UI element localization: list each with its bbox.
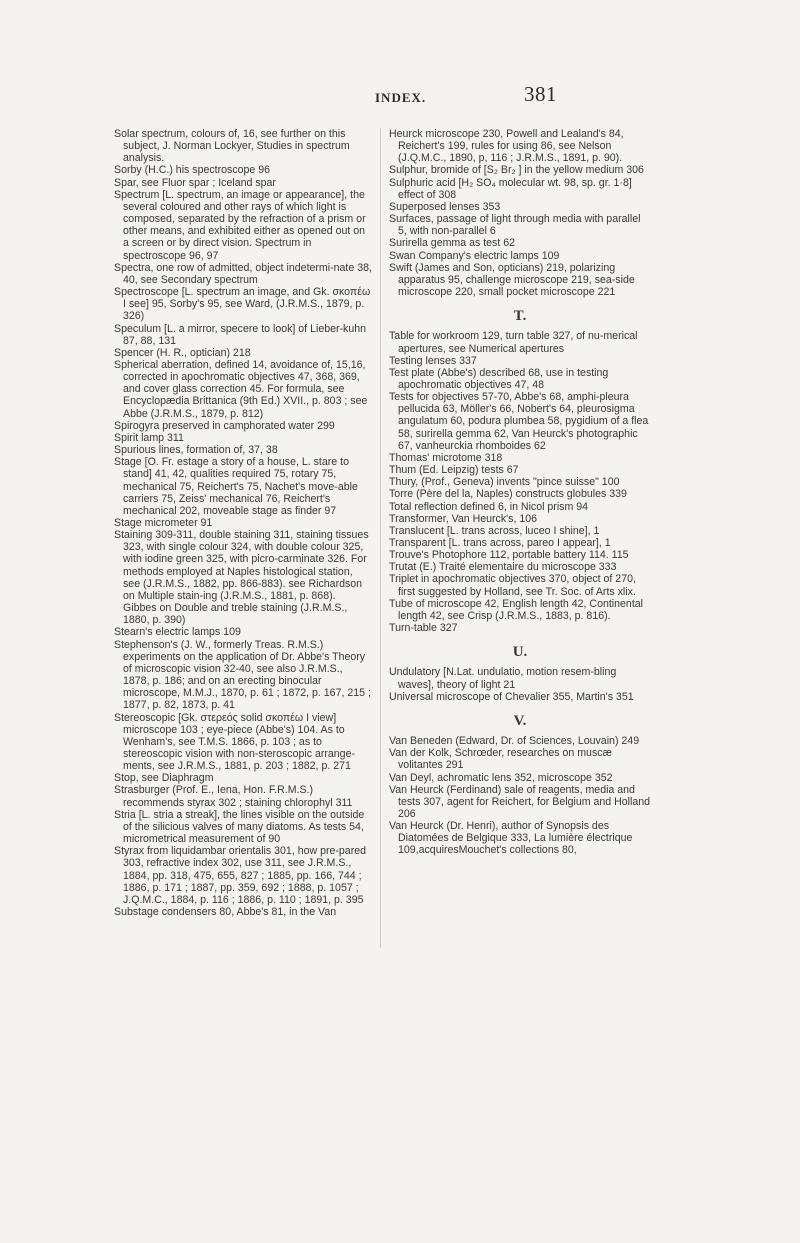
index-entry: Surirella gemma as test 62 [389, 237, 516, 250]
index-entry: Turn-table 327 [389, 622, 458, 635]
index-entry: Van Heurck (Ferdinand) sale of reagents, media and tests 307, agent for Reichert, for Belgium and Holland 206 [389, 783, 651, 820]
index-entry: Swan Company's electric lamps 109 [389, 249, 560, 262]
section-heading-v: V. [513, 712, 527, 729]
index-entry: Stop, see Diaphragm [114, 772, 214, 785]
index-entry: Stereoscopic [Gk. στερεός solid σκοπέω I view] microscope 103 ; eye-piece (Abbe's) 104. As to Wenham's, see T.M.S. 1866, p. 103 ; as to stereoscopic vision with non-steroscopic arrange-ments, see J.R.M.S., 1881, p. 203 ; 1882, p. 271 [114, 711, 355, 773]
index-entry: Speculum [L. a mirror, specere to look] of Lieber-kuhn 87, 88, 131 [114, 322, 367, 347]
index-entry: Van Deyl, achromatic lens 352, microscope 352 [389, 771, 613, 784]
index-entry: Test plate (Abbe's) described 68, use in testing apochromatic objectives 47, 48 [389, 366, 609, 391]
page-number: 381 [524, 82, 557, 106]
index-entry: Superposed lenses 353 [389, 200, 501, 213]
index-entry: Tests for objectives 57-70, Abbe's 68, amphi-pleura pellucida 63, Möller's 66, Nobert's 64, pleurosigma angulatum 60, podura plumbea 58, pygidium of a flea 58, surirella gemma 62, Van Heurck's photographic 67, vanheurckia rhomboides 62 [389, 391, 649, 452]
index-entry: Spherical aberration, defined 14, avoidance of, 15,16, corrected in apochromatic objectives 47, 368, 369, and cover glass correction 45. For formula, see Encyclopædia Brittanica (9th Ed.) XVII., p. 803 ; see Abbe (J.R.M.S., 1879, p. 812) [114, 358, 368, 420]
index-entry: Undulatory [N.Lat. undulatio, motion resem-bling waves], theory of light 21 [389, 666, 617, 691]
index-entry: Van Heurck (Dr. Henri), author of Synopsis des Diatomées de Belgique 333, La lumière électrique 109,acquiresMouchet's collections 80, [389, 820, 633, 857]
index-entry: Spurious lines, formation of, 37, 38 [114, 444, 278, 457]
section-heading-u: U. [512, 644, 528, 661]
index-entry: Trouve's Photophore 112, portable battery 114. 115 [389, 549, 629, 562]
index-entry: Spar, see Fluor spar ; Iceland spar [114, 176, 276, 189]
index-entry: Swift (James and Son, opticians) 219, polarizing apparatus 95, challenge microscope 219, sea-side microscope 220, small pocket microscope 221 [389, 261, 635, 299]
section-heading-t: T. [513, 308, 527, 325]
index-entry: Universal microscope of Chevalier 355, Martin's 351 [389, 690, 634, 703]
index-entry: Solar spectrum, colours of, 16, see further on this subject, J. Norman Lockyer, Studies in spectrum analysis. [114, 128, 350, 165]
index-entry: Stage micrometer 91 [114, 517, 213, 529]
index-entry: Staining 309-311, double staining 311, staining tissues 323, with single colour 324, with double colour 325, with iodine green 325, with picro-carminate 326. For methods employed at Naples histological station, see (J.R.M.S., 1882, pp. 866-883). see Richardson on Multiple stain-ing (J.R.M.S., 1881, p. 868). Gibbes on Double and treble staining (J.R.M.S., 1880, p. 390) [114, 529, 369, 627]
index-entry: Stage [O. Fr. estage a story of a house, L. stare to stand] 41, 42, qualities required 75, rotary 75, mechanical 75, Reichert's 75, Nachet's move-able carriers 75, Zeiss' mechanical 76, Reichert's mechanical 202, moveable stage as finder 97 [114, 456, 358, 517]
index-entry: Torre (Père del la, Naples) constructs globules 339 [389, 488, 627, 501]
left-column [114, 128, 372, 918]
index-entry: Spirogyra preserved in camphorated water 299 [114, 419, 335, 432]
index-entry: Stephenson's (J. W., formerly Treas. R.M.S.) experiments on the application of Dr. Abbe's Theory of microscopic vision 32-40, see also J.R.M.S., 1878, p. 186; and on an erecting binocular microscope, M.M.J., 1870, p. 61 ; 1872, p. 167, 215 ; 1877, p. 82, 1873, p. 41 [114, 638, 371, 712]
page-header [0, 80, 800, 110]
index-entry: Sulphuric acid [H₂ SO₄ molecular wt. 98, sp. gr. 1·8] effect of 308 [389, 176, 632, 201]
index-entry: Van Beneden (Edward, Dr. of Sciences, Louvain) 249 [389, 735, 640, 748]
index-entry: Transparent [L. trans across, pareo I appear], 1 [389, 537, 611, 549]
index-entry: Sorby (H.C.) his spectroscope 96 [114, 164, 271, 177]
index-entry: Substage condensers 80, Abbe's 81, in the Van [114, 906, 337, 918]
index-entry: Stria [L. stria a streak], the lines visible on the outside of the silicious valves of many diatoms. As tests 54, micrometrical measurement of 90 [114, 808, 365, 846]
index-entry: Spirit lamp 311 [114, 431, 184, 444]
index-entry: Total reflection defined 6, in Nicol prism 94 [389, 500, 589, 513]
index-entry: Strasburger (Prof. E., Iena, Hon. F.R.M.S.) recommends styrax 302 ; staining chlorophyl 311 [114, 784, 353, 809]
index-entry: Testing lenses 337 [389, 354, 477, 367]
index-entry: Spectra, one row of admitted, object indetermi-nate 38, 40, see Secondary spectrum [114, 261, 372, 286]
index-entry: Styrax from liquidambar orientalis 301, how pre-pared 303, refractive index 302, use 311, see J.R.M.S., 1884, pp. 318, 475, 655, 827 ; 1885, pp. 166, 744 ; 1886, p. 171 ; 1887, pp. 359, 692 ; 1888, p. 1057 ; J.Q.M.C., 1884, p. 116 ; 1886, p. 110 ; 1891, p. 395 [114, 845, 367, 906]
index-entry: Triplet in apochromatic objectives 370, object of 270, first suggested by Holland, see Tr. Soc. of Arts xlix. [389, 573, 636, 598]
index-entry: Sulphur, bromide of [S₂ Br₂ ] in the yellow medium 306 [389, 164, 644, 177]
index-entry: Tube of microscope 42, English length 42, Continental length 42, see Crisp (J.R.M.S., 1883, p. 816). [389, 597, 644, 622]
index-entry: Surfaces, passage of light through media with parallel 5, with non-parallel 6 [389, 213, 641, 238]
index-entry: Table for workroom 129, turn table 327, of nu-merical apertures, see Numerical apertures [389, 330, 638, 355]
index-entry: Stearn's electric lamps 109 [114, 626, 241, 639]
index-entry: Spectrum [L. spectrum, an image or appearance], the several coloured and other rays of which light is composed, separated by the refraction of a prism or other means, and exhibited either as opened out on a screen or by direct vision. Spectrum in spectroscope 96, 97 [114, 188, 366, 262]
index-entry: Trutat (E.) Traité elementaire du microscope 333 [389, 561, 617, 574]
index-entry: Heurck microscope 230, Powell and Lealand's 84, Reichert's 199, rules for using 86, see Nelson (J.Q.M.C., 1890, p, 116 ; J.R.M.S., 1891, p. 90). [389, 128, 624, 165]
column-divider [380, 128, 381, 948]
index-entry: Van der Kolk, Schrœder, researches on muscæ volitantes 291 [389, 747, 612, 772]
index-entry: Thum (Ed. Leipzig) tests 67 [389, 464, 519, 477]
running-head: INDEX. [375, 90, 427, 105]
index-entry: Spectroscope [L. spectrum an image, and Gk. σκοπέω I see] 95, Sorby's 95, see Ward, (J.R.M.S., 1879, p. 326) [114, 286, 371, 323]
index-entry: Transformer, Van Heurck's, 106 [389, 512, 538, 525]
index-entry: Thomas' microtome 318 [389, 451, 503, 464]
right-column [389, 128, 651, 857]
index-entry: Translucent [L. trans across, luceo I shine], 1 [389, 524, 600, 537]
index-entry: Thury, (Prof., Geneva) invents "pince suisse" 100 [389, 476, 620, 489]
index-entry: Spencer (H. R., optician) 218 [114, 346, 251, 359]
